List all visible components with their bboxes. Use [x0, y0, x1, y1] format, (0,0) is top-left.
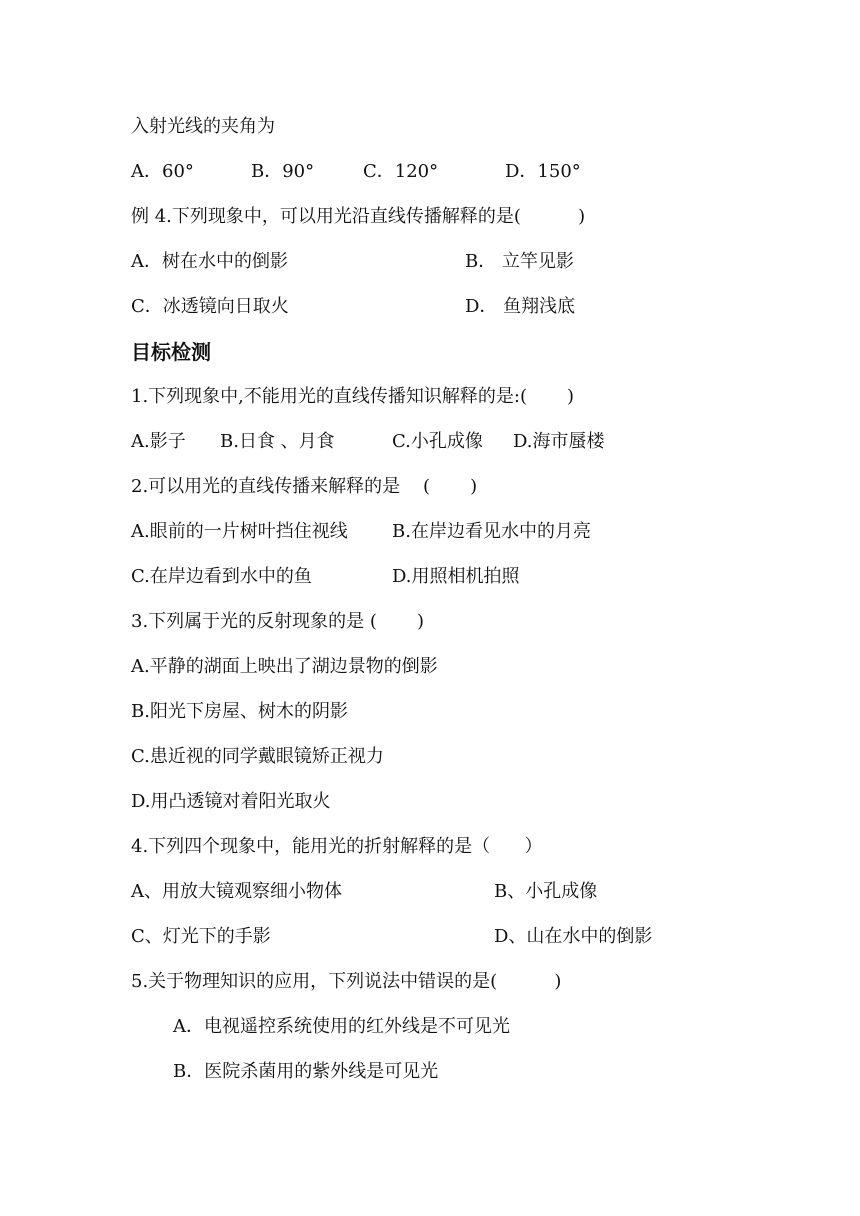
- question-example-4: 例 4.下列现象中，可以用光沿直线传播解释的是( ): [131, 206, 586, 227]
- option-a: A.影子: [131, 431, 186, 452]
- option-a: A．60°: [131, 161, 194, 182]
- option-a: A、用放大镜观察细小物体: [131, 881, 342, 902]
- option-b: B.在岸边看见水中的月亮: [392, 521, 591, 542]
- option-b: B.日食 、月食: [220, 431, 335, 452]
- option-c: C.小孔成像: [392, 431, 483, 452]
- question-4: 4.下列四个现象中，能用光的折射解释的是（ ）: [131, 836, 543, 857]
- option-b: B． 立竿见影: [465, 251, 574, 272]
- option-a: A.平静的湖面上映出了湖边景物的倒影: [131, 656, 438, 677]
- option-c: C.在岸边看到水中的鱼: [131, 566, 312, 587]
- option-d: D．150°: [505, 161, 581, 182]
- option-d: D.用照相机拍照: [392, 566, 520, 587]
- option-c: C．冰透镜向日取火: [131, 296, 289, 317]
- option-a: A．电视遥控系统使用的红外线是不可见光: [173, 1016, 510, 1037]
- option-d: D.海市蜃楼: [513, 431, 605, 452]
- question-5: 5.关于物理知识的应用，下列说法中错误的是( ): [131, 971, 562, 992]
- question-1: 1.下列现象中,不能用光的直线传播知识解释的是:( ): [131, 386, 575, 407]
- text-line: 入射光线的夹角为: [131, 116, 275, 137]
- question-3: 3.下列属于光的反射现象的是 ( ): [131, 611, 424, 632]
- option-d: D． 鱼翔浅底: [465, 296, 576, 317]
- question-2: 2.可以用光的直线传播来解释的是 ( ): [131, 476, 478, 497]
- option-b: B、小孔成像: [494, 881, 598, 902]
- option-c: C．120°: [363, 161, 439, 182]
- option-c: C、灯光下的手影: [131, 926, 271, 947]
- section-heading: 目标检测: [131, 340, 211, 364]
- option-d: D、山在水中的倒影: [494, 926, 653, 947]
- option-c: C.患近视的同学戴眼镜矫正视力: [131, 746, 384, 767]
- option-a: A.眼前的一片树叶挡住视线: [131, 521, 348, 542]
- option-a: A．树在水中的倒影: [131, 251, 288, 272]
- option-b: B．90°: [251, 161, 315, 182]
- option-d: D.用凸透镜对着阳光取火: [131, 791, 331, 812]
- option-b: B.阳光下房屋、树木的阴影: [131, 701, 348, 722]
- option-b: B．医院杀菌用的紫外线是可见光: [173, 1061, 439, 1082]
